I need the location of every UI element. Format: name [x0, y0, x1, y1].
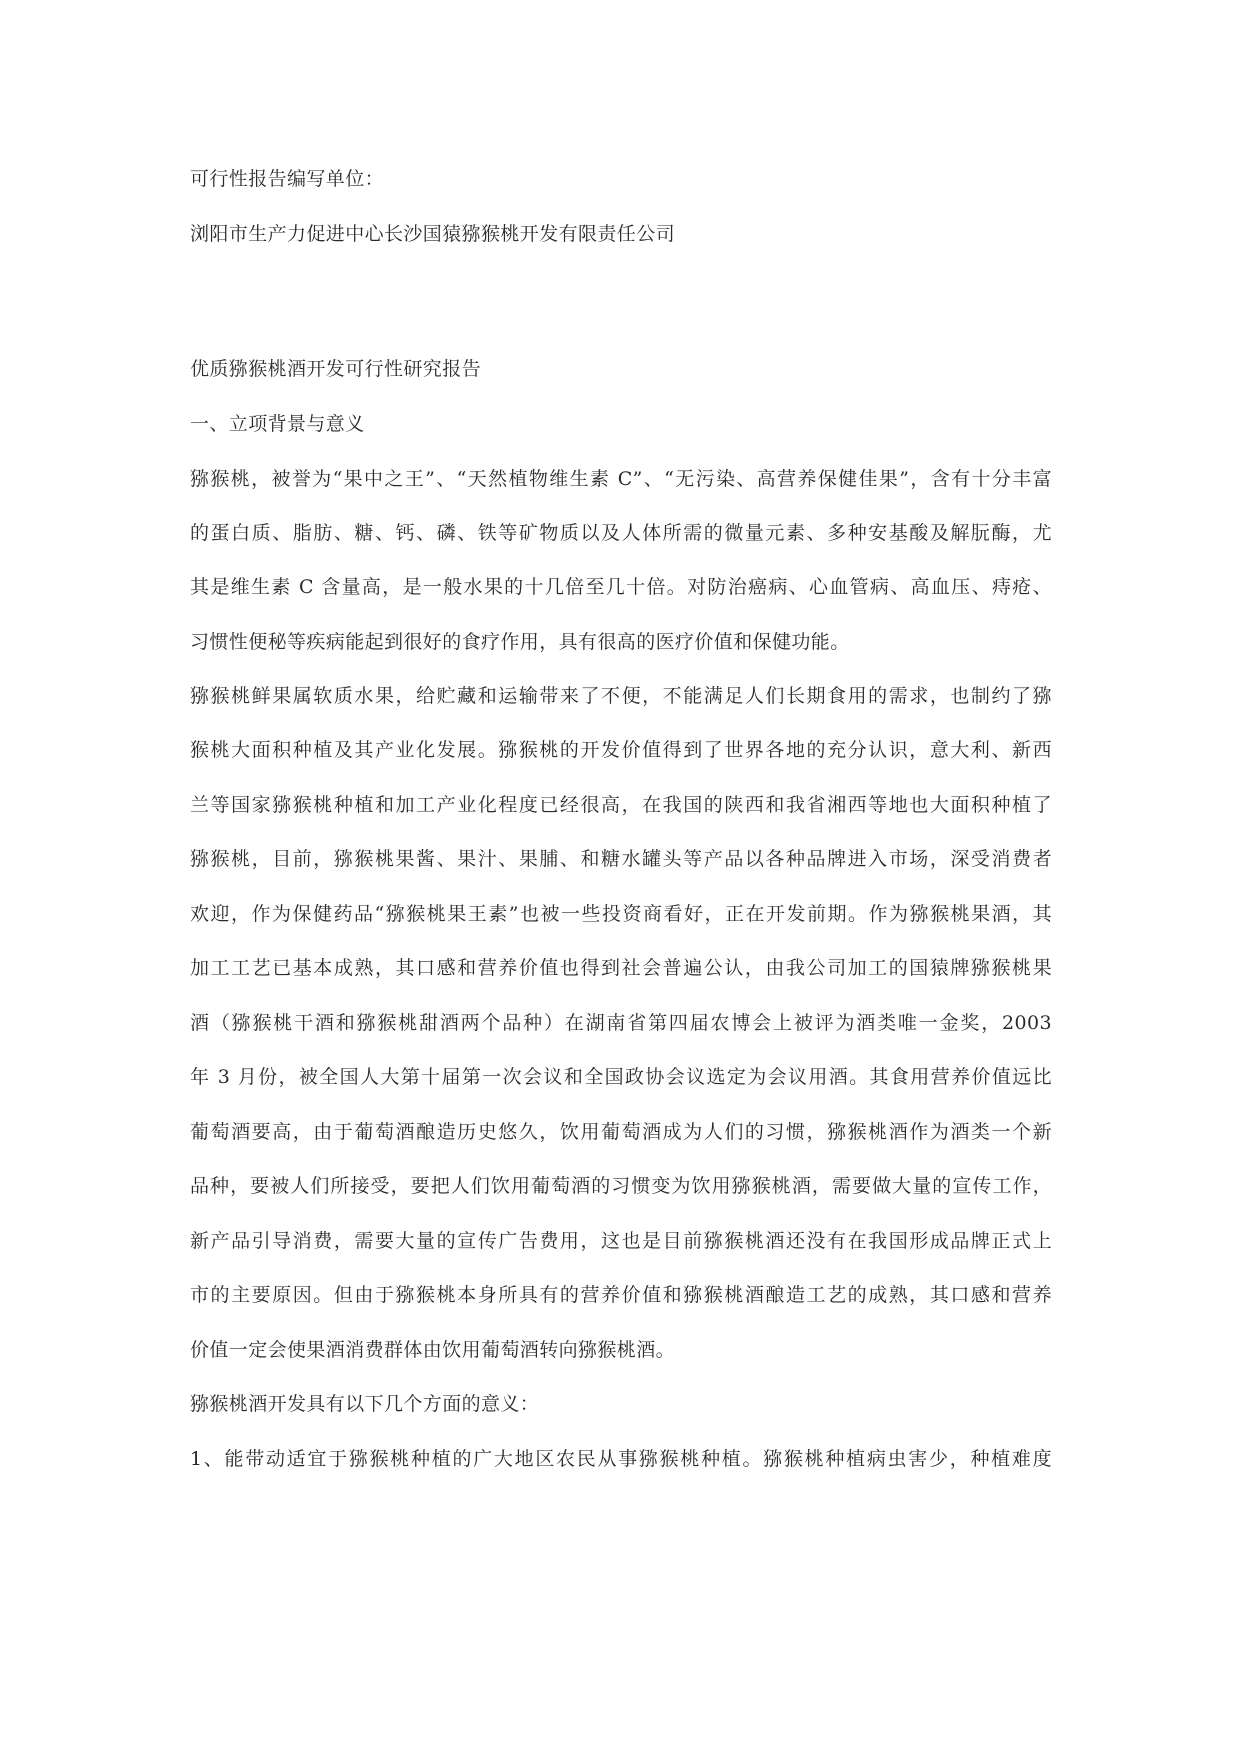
paragraph-line: 习惯性便秘等疾病能起到很好的食疗作用，具有很高的医疗价值和保健功能。	[190, 631, 850, 653]
report-title: 优质猕猴桃酒开发可行性研究报告	[190, 358, 482, 380]
paragraph-line: 葡萄酒要高，由于葡萄酒酿造历史悠久，饮用葡萄酒成为人们的习惯，猕猴桃酒作为酒类一个新	[190, 1121, 1052, 1143]
paragraph-line: 加工工艺已基本成熟，其口感和营养价值也得到社会普遍公认，由我公司加工的国猿牌猕猴桃果	[190, 957, 1052, 979]
paragraph-line: 新产品引导消费，需要大量的宣传广告费用，这也是目前猕猴桃酒还没有在我国形成品牌正式上	[190, 1230, 1052, 1252]
paragraph-line: 酒（猕猴桃干酒和猕猴桃甜酒两个品种）在湖南省第四届农博会上被评为酒类唯一金奖，2003	[190, 1012, 1052, 1034]
paragraph-line: 猕猴桃，目前，猕猴桃果酱、果汁、果脯、和糖水罐头等产品以各种品牌进入市场，深受消费者	[190, 848, 1052, 870]
paragraph-line: 市的主要原因。但由于猕猴桃本身所具有的营养价值和猕猴桃酒酿造工艺的成熟，其口感和营养	[190, 1284, 1052, 1306]
paragraph-line: 猕猴桃，被誉为“果中之王”、“天然植物维生素 C”、“无污染、高营养保健佳果”，含有十分丰富	[190, 468, 1052, 490]
paragraph-line: 兰等国家猕猴桃种植和加工产业化程度已经很高，在我国的陕西和我省湘西等地也大面积种植了	[190, 794, 1052, 816]
paragraph-line: 的蛋白质、脂肪、糖、钙、磷、铁等矿物质以及人体所需的微量元素、多种安基酸及解朊酶，尤	[190, 522, 1052, 544]
paragraph-line: 其是维生素 C 含量高，是一般水果的十几倍至几十倍。对防治癌病、心血管病、高血压、痔疮、	[190, 576, 1052, 598]
paragraph-line: 欢迎，作为保健药品“猕猴桃果王素”也被一些投资商看好，正在开发前期。作为猕猴桃果酒，其	[190, 903, 1052, 925]
significance-intro: 猕猴桃酒开发具有以下几个方面的意义：	[190, 1393, 540, 1415]
list-item-1: 1、能带动适宜于猕猴桃种植的广大地区农民从事猕猴桃种植。猕猴桃种植病虫害少，种植难度	[190, 1448, 1052, 1470]
preparer-heading: 可行性报告编写单位：	[190, 168, 385, 190]
paragraph-line: 猕猴桃鲜果属软质水果，给贮藏和运输带来了不便，不能满足人们长期食用的需求，也制约了猕	[190, 685, 1052, 707]
paragraph-line: 猴桃大面积种植及其产业化发展。猕猴桃的开发价值得到了世界各地的充分认识，意大利、新西	[190, 739, 1052, 761]
paragraph-line: 品种，要被人们所接受，要把人们饮用葡萄酒的习惯变为饮用猕猴桃酒，需要做大量的宣传工作，	[190, 1175, 1052, 1197]
paragraph-line: 年 3 月份，被全国人大第十届第一次会议和全国政协会议选定为会议用酒。其食用营养价值远比	[190, 1066, 1052, 1088]
section-heading: 一、立项背景与意义	[190, 413, 365, 435]
paragraph-line: 价值一定会使果酒消费群体由饮用葡萄酒转向猕猴桃酒。	[190, 1339, 676, 1361]
preparer-name: 浏阳市生产力促进中心长沙国猿猕猴桃开发有限责任公司	[190, 223, 676, 245]
